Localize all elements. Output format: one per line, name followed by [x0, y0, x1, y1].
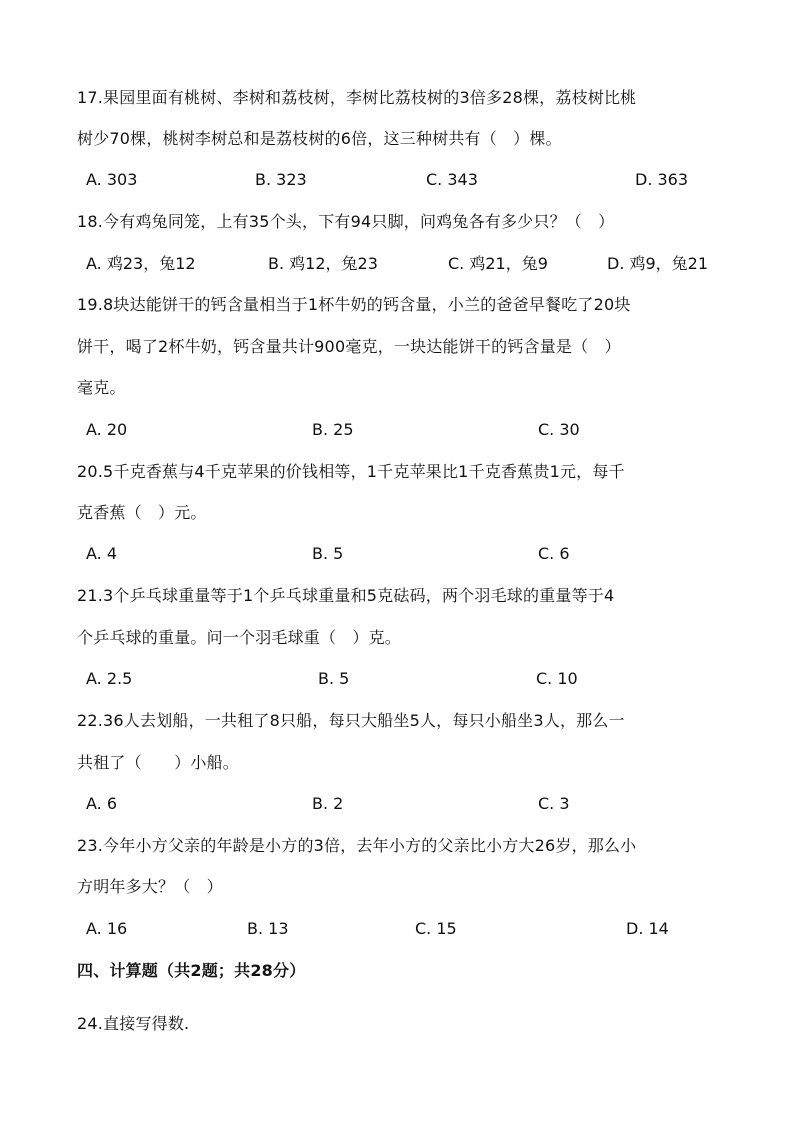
question-20-line-2: 克香蕉（ ）元。 [77, 503, 207, 522]
question-18-option-c: C. 鸡21，兔9 [448, 254, 548, 273]
question-22-line-1: 22.36人去划船，一共租了8只船，每只大船坐5人，每只小船坐3人，那么一 [77, 711, 625, 730]
question-21-option-c: C. 10 [536, 669, 578, 688]
question-18-option-d: D. 鸡9，兔21 [607, 254, 709, 273]
question-17-line-2: 树少70棵，桃树李树总和是荔枝树的6倍，这三种树共有（ ）棵。 [77, 129, 562, 148]
question-23-option-d: D. 14 [626, 919, 669, 938]
question-19-option-c: C. 30 [538, 420, 580, 439]
question-17-option-a: A. 303 [86, 170, 138, 189]
question-21-line-2: 个乒乓球的重量。问一个羽毛球重（ ）克。 [77, 628, 402, 647]
question-19-line-1: 19.8块达能饼干的钙含量相当于1杯牛奶的钙含量，小兰的爸爸早餐吃了20块 [77, 295, 631, 314]
question-22-option-c: C. 3 [538, 794, 570, 813]
question-18-option-b: B. 鸡12，兔23 [268, 254, 378, 273]
question-18-option-a: A. 鸡23，兔12 [86, 254, 196, 273]
question-17-option-d: D. 363 [635, 170, 689, 189]
question-23-option-c: C. 15 [415, 919, 457, 938]
question-19-option-b: B. 25 [312, 420, 354, 439]
question-23-option-b: B. 13 [247, 919, 289, 938]
question-24-text: 24.直接写得数. [77, 1014, 190, 1033]
question-17-option-c: C. 343 [426, 170, 478, 189]
question-20-option-c: C. 6 [538, 544, 570, 563]
question-21-line-1: 21.3个乒乓球重量等于1个乒乓球重量和5克砝码，两个羽毛球的重量等于4 [77, 586, 615, 605]
question-18-line-1: 18.今有鸡兔同笼，上有35个头，下有94只脚，问鸡兔各有多少只？（ ） [77, 212, 615, 231]
question-22-line-2: 共租了（ ）小船。 [77, 753, 240, 772]
question-22-option-b: B. 2 [312, 794, 344, 813]
question-19-line-3: 毫克。 [77, 378, 126, 397]
question-17-line-1: 17.果园里面有桃树、李树和荔枝树，李树比荔枝树的3倍多28棵，荔枝树比桃 [77, 88, 637, 107]
question-22-option-a: A. 6 [86, 794, 118, 813]
question-19-option-a: A. 20 [86, 420, 128, 439]
question-17-option-b: B. 323 [255, 170, 307, 189]
question-21-option-a: A. 2.5 [86, 669, 133, 688]
question-20-line-1: 20.5千克香蕉与4千克苹果的价钱相等，1千克苹果比1千克香蕉贵1元，每千 [77, 462, 625, 481]
question-23-line-1: 23.今年小方父亲的年龄是小方的3倍，去年小方的父亲比小方大26岁，那么小 [77, 836, 637, 855]
section-title: 四、计算题（共2题；共28分） [77, 961, 306, 980]
question-23-line-2: 方明年多大？（ ） [77, 877, 223, 896]
question-20-option-a: A. 4 [86, 544, 118, 563]
question-23-option-a: A. 16 [86, 919, 128, 938]
question-19-line-2: 饼干，喝了2杯牛奶，钙含量共计900毫克，一块达能饼干的钙含量是（ ） [77, 337, 621, 356]
question-20-option-b: B. 5 [312, 544, 344, 563]
question-21-option-b: B. 5 [318, 669, 350, 688]
